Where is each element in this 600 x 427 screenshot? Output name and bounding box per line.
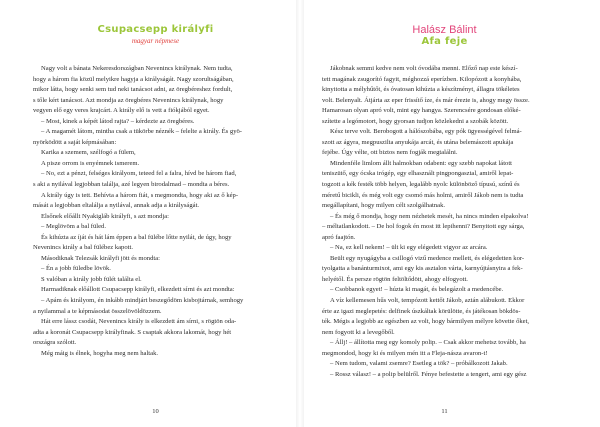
text-line: mikor látta, hogy senki sem tud neki tanácsot adni, az öregbéreshez fordult, — [33, 86, 233, 94]
text-line: S valóban a király jobb fülét találta el. — [41, 275, 142, 283]
text-line: Harmadiknak előállott Csupacsepp királyfi, elkezdett sírni és azt mondta: — [41, 286, 235, 294]
text-line: – Meglövöm a bal füled. — [41, 223, 107, 231]
text-line: Hamarosan olyan apró volt, mint egy hangya. Szerencsére gondosan előké- — [322, 107, 521, 115]
text-line: kinyitotta a mélyhűtőt, és óvatosan kihúzta a készítményt, állagra tökéletes — [322, 86, 520, 94]
text-line: Még máig is élnek, hogyha meg nem haltak. — [41, 349, 159, 357]
text-line: A király úgy is tett. Behívta a három fiát, s megmondta, hogy aki az ő kép- — [41, 191, 239, 199]
text-line: Hát erre lássz csodát, Nevenincs király is elkezdett ám sírni, s rögtön oda- — [41, 318, 237, 326]
text-line: Jákobnak semmi kedve nem volt óvodába menni. Előző nap este készí- — [330, 65, 518, 72]
text-line: Karika a szemem, szélfogó a fülem, — [41, 149, 136, 157]
text-line: – Én a jobb füledbe lövök. — [41, 265, 111, 273]
text-line: fejébe. Úgy vélte, ott biztos nem fogják megtalálni. — [322, 149, 458, 157]
text-line: A víz kellemesen hűs volt, tempózott kettőt Jákob, aztán alábukott. Ekkor — [330, 297, 525, 305]
story-subtitle: magyar népmese — [131, 37, 180, 45]
text-line: Beült egy nyugágyba a csillogó vizű medence mellett, és elégedetten kor- — [330, 254, 525, 262]
text-line: volt. Belenyalt. Átjárta az eper frissítő íze, és már érezte is, ahogy megy össze. — [322, 96, 530, 104]
text-line: – Apám és királyom, én inkább mindjárt beszegődöm kisbojtárnak, semhogy — [41, 297, 244, 305]
book-gutter — [296, 0, 304, 427]
text-line: országra szólott. — [33, 339, 77, 347]
text-line: tett magának zsugorító fagyit, méghozzá eperízben. Kilopózott a konyhába, — [322, 75, 522, 83]
text-line: nem fogyott ki a levegőből. — [322, 328, 395, 336]
text-line: nyörködött a saját képmásában: — [33, 138, 117, 146]
left-page-body — [33, 64, 278, 359]
text-line: Kész terve volt. Berobogott a hálószobába, egy pók ügyességével felmá- — [330, 128, 522, 136]
text-line: Elsőnek előállt Nyakigláb királyfi, s azt mondja: — [41, 212, 169, 220]
right-page-body — [322, 64, 567, 380]
text-line: teniszütő, egy ócska irógép, egy elhasznált pingpongasztal, amiről lepat- — [322, 170, 514, 178]
text-line: – Most, kinek a képét látod rajta? – kérdezte az öregbéres. — [41, 117, 195, 125]
right-page — [300, 0, 600, 427]
text-line: – No, ezt a pénzt, felséges királyom, teteed fel a falra, hívd be három fiad, — [41, 170, 237, 178]
left-page-header — [33, 0, 278, 60]
text-line: A pisze orrom is enyémnek ismerem. — [41, 159, 140, 167]
text-line: Nevenincs király a bal fülébez kapott. — [33, 244, 133, 252]
page-number: 11 — [441, 408, 448, 415]
text-line: mását a legjobban eltalálja a nyilával, annak adja a királyságát. — [33, 202, 200, 210]
text-line: Mindenféle limlom állt halmokban odabent: egy szebb napokat látott — [330, 159, 513, 167]
text-line: – Na, ez kell nekem! – ült ki egy elégedett vigyor az arcára. — [330, 244, 488, 252]
text-line: vegyen elő egy veres krajcárt. A király elő is vett a fiókjából egyet. — [33, 107, 210, 115]
text-line: adta a koronát Csupacsepp királyfinak. S csaptak akkora lakomát, hogy hét — [33, 328, 232, 336]
text-line: s aki a nyilával legjobban találja, azé legyen birodalmad – mondta a béres. — [33, 181, 230, 189]
text-line: – Csobbanok egyet! – húzta ki magát, és belegázolt a medencébe. — [330, 286, 504, 294]
text-line: megállapítani, hogy milyen célt szolgálhatnak. — [322, 202, 446, 210]
text-line: – Nem tudom, valami zsemre? Esetleg a tök? – próbálkozott Jakab. — [330, 360, 508, 368]
text-line: s tőle kért tanácsot. Azt mondja az öregbéres Nevenincs királynak, hogy — [33, 96, 224, 104]
text-line: hogy a három fia közül melyikre hagyja a királyságát. Nagy szorultságában, — [33, 75, 234, 83]
text-line: apró faajtón. — [322, 233, 356, 241]
text-line: helyétől. És persze rögtön feltöltődött, ahogy elfogyott. — [322, 275, 468, 283]
story-title: Csupacsepp királyfi — [97, 24, 214, 35]
right-page-header — [322, 0, 567, 60]
text-line: szítette a legómotort, hogy gyorsan tudjon közlekedni a szobák között. — [322, 117, 509, 125]
story-title: Afa feje — [421, 36, 468, 47]
story-author: Halász Bálint — [412, 24, 477, 36]
text-line: – Állj! – állította meg egy komoly polip. – Csak akkor mehetsz tovább, ha — [330, 339, 526, 347]
text-line: Nagy volt a bánata Nekeresdországban Nevenincs királynak. Nem tudta, — [41, 65, 233, 72]
text-line: méretű bicikli, és még volt egy csomó más holmi, amiről Jákob nem is tudta — [322, 191, 524, 199]
text-line: – méltatlankodott. – De hol fogok én most itt lepihenni? Benyitott egy sárga, — [322, 223, 525, 231]
text-line: érte az igazi meglepetés: delfinek úszkáltak körülötte, és játékosan bökdös- — [322, 307, 521, 315]
text-line: tyolgatta a banánturmixot, ami egy kis asztalon várta, karnyújtásnyira a fek- — [322, 265, 523, 273]
text-line: szott az ágyra, megpuszilta anyukája arcát, és utána belemászott apukája — [322, 138, 514, 146]
text-line: Másodiknak Telezsák királyfi jött és mondta: — [41, 254, 160, 262]
text-line: ték. Mégis a legjobb az egészben az volt, hogy bármilyen mélyre követte őket, — [322, 318, 530, 326]
text-line: a nyilammal a te képmásodat összelövöldözzem. — [33, 307, 162, 315]
text-line: – Rossz válasz! – a polip belülről. Fénye befestette a tengert, ami egy gész — [330, 370, 527, 378]
page-number: 10 — [152, 408, 159, 415]
text-line: togzott a kék festék több helyen, legalább nyolc különböző típusú, színű és — [322, 181, 520, 189]
text-line: – A magamét látom, mintha csak a tükörbe néznék – felelte a király. És gyö- — [41, 128, 242, 136]
text-line: megmondod, hogy ki és milyen mén itt a Fleja-násza avaron-t! — [322, 349, 488, 357]
text-line: És kihúzta az íját és hát lám éppen a bal fülébe lőtte nyilát, de úgy, hogy — [41, 233, 232, 241]
text-line: – És még ő mondja, hogy nem nézhetek mesét, ha nincs minden elpakolva! — [330, 212, 529, 220]
